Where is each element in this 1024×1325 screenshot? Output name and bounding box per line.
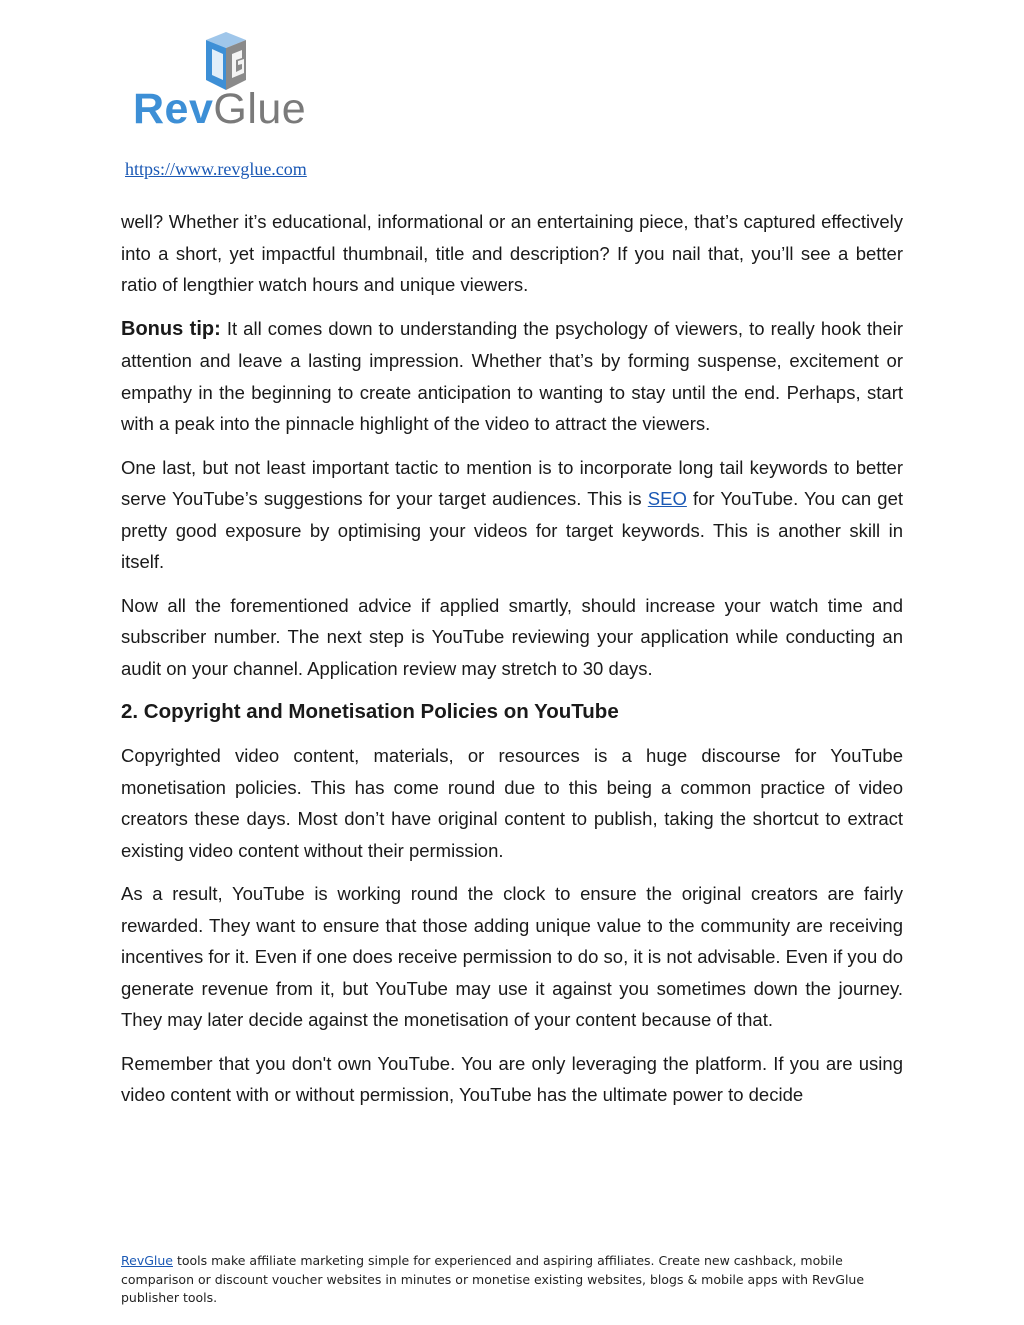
paragraph-1: well? Whether it’s educational, informational or an entertaining piece, that’s captured effectively into a short, yet impactful thumbnail, title and description? If you nail that, you’ll see a better ratio of lengthier watch hours and unique viewers. [121, 211, 903, 295]
paragraph-3-text-b: for YouTube. You can get pretty good exposure by optimising your videos for target keywords. This is another skill in itself. [121, 488, 903, 572]
logo-rev-text: Rev [133, 85, 214, 133]
document-body [121, 206, 903, 1123]
seo-link[interactable]: SEO [647, 488, 687, 509]
paragraph-3 [121, 452, 903, 578]
paragraph-4: Now all the forementioned advice if applied smartly, should increase your watch time and subscriber number. The next step is YouTube reviewing your application while conducting an audit on your channel. Application review may stretch to 30 days. [121, 594, 903, 679]
logo-glue-text: Glue [213, 85, 307, 133]
section-heading: 2. Copyright and Monetisation Policies on YouTube [121, 700, 619, 723]
footer-revglue-link[interactable]: RevGlue [121, 1253, 173, 1268]
paragraph-3-text-a: One last, but not least important tactic to mention is to incorporate long tail keywords to better serve YouTube’s suggestions for your target audiences. This is [121, 456, 903, 509]
revglue-logo [130, 32, 330, 132]
paragraph-7: Remember that you don't own YouTube. You are only leveraging the platform. If you are using video content with or without permission, YouTube has the ultimate power to decide [121, 1052, 903, 1105]
footer-text: tools make affiliate marketing simple for experienced and aspiring affiliates. Create new cashback, mobile comparison or discount voucher websites in minutes or monetise existing websites, blogs & mobile apps with RevGlue publisher tools. [121, 1253, 865, 1305]
bonus-tip-text: It all comes down to understanding the psychology of viewers, to really hook their attention and leave a lasting impression. Whether that’s by forming suspense, excitement or empathy in the beginning to create anticipation to wanting to stay until the end. Perhaps, start with a peak into the pinnacle highlight of the video to attract the viewers. [121, 317, 903, 434]
site-url-link[interactable]: https://www.revglue.com [125, 159, 307, 179]
bonus-tip-label: Bonus tip: [121, 317, 221, 340]
revglue-cube-icon [192, 32, 260, 90]
paragraph-6: As a result, YouTube is working round the clock to ensure the original creators are fairly rewarded. They want to ensure that those adding unique value to the community are receiving incentives for it. Even if one does receive permission to do so, it is not advisable. Even if you do generate revenue from it, but YouTube may use it against you sometimes down the journey. They may later decide against the monetisation of your content because of that. [121, 883, 903, 1030]
bonus-tip-paragraph [121, 313, 903, 440]
logo-wordmark [133, 85, 307, 133]
paragraph-5: Copyrighted video content, materials, or resources is a huge discourse for YouTube monetisation policies. This has come round due to this being a common practice of video creators these days. Most don’t have original content to publish, taking the shortcut to extract existing video content without their permission. [121, 745, 903, 861]
page-footer [121, 1252, 911, 1308]
